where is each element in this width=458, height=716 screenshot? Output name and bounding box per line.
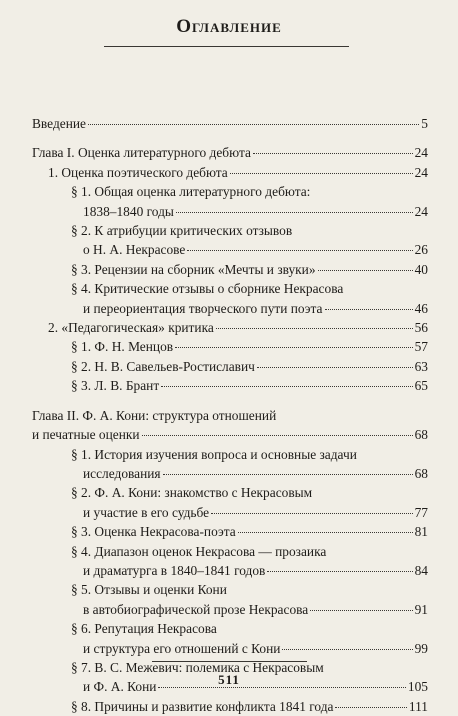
toc-entry-line: § 6. Репутация Некрасова — [71, 621, 217, 637]
page-ref: 84 — [414, 562, 428, 578]
page-ref: 63 — [414, 358, 428, 374]
toc-entry-line: § 2. Ф. А. Кони: знакомство с Некрасовым — [71, 485, 313, 501]
page-ref: 24 — [414, 203, 428, 219]
page-ref: 68 — [414, 465, 428, 481]
page-ref: 46 — [414, 300, 428, 316]
page-ref: 111 — [408, 698, 428, 714]
toc-entry[interactable]: исследования 68 — [32, 464, 428, 483]
toc-entry-line: § 4. Диапазон оценок Некрасова — прозаика — [71, 543, 327, 559]
toc-entry[interactable]: Глава I. Оценка литературного дебюта 24 — [32, 143, 428, 162]
toc-entry[interactable]: § 3. Рецензии на сборник «Мечты и звуки» 40 — [32, 260, 428, 279]
page-ref: 57 — [414, 339, 428, 355]
toc-entry[interactable]: и драматурга в 1840–1841 годов 84 — [32, 561, 428, 580]
toc-entry-line: Глава II. Ф. А. Кони: структура отношений — [32, 407, 277, 423]
toc-entry[interactable]: § 8. Причины и развитие конфликта 1841 года 111 — [32, 697, 428, 716]
toc-entry-line: § 2. К атрибуции критических отзывов — [71, 223, 293, 239]
toc-entry[interactable]: и структура его отношений с Кони 99 — [32, 639, 428, 658]
toc-entry-line: § 5. Отзывы и оценки Кони — [71, 582, 227, 598]
page-ref: 26 — [414, 242, 428, 258]
page-number: 511 — [218, 672, 240, 687]
page-ref: 56 — [414, 320, 428, 336]
toc-entry[interactable]: § 3. Оценка Некрасова-поэта 81 — [32, 522, 428, 541]
toc-entry[interactable]: Введение 5 — [32, 114, 428, 133]
page-ref: 5 — [421, 116, 428, 131]
page-ref: 65 — [414, 378, 428, 394]
page-ref: 77 — [414, 504, 428, 520]
page-ref: 81 — [414, 524, 428, 540]
toc-entry[interactable]: 1838–1840 годы 24 — [32, 202, 428, 221]
toc-entry-line: § 4. Критические отзывы о сборнике Некрасова — [71, 281, 344, 297]
page-ref: 24 — [414, 164, 428, 180]
toc-entry[interactable]: о Н. А. Некрасове 26 — [32, 240, 428, 259]
toc-entry[interactable]: § 3. Л. В. Брант 65 — [32, 376, 428, 395]
footer-rule — [152, 661, 307, 662]
toc-entry-line: § 1. История изучения вопроса и основные задачи — [71, 446, 357, 462]
page-ref: 24 — [414, 145, 428, 161]
toc-entry[interactable]: 1. Оценка поэтического дебюта 24 — [32, 163, 428, 182]
toc-entry[interactable]: 2. «Педагогическая» критика 56 — [32, 318, 428, 337]
toc-entry[interactable]: и Ф. А. Кони 105 — [32, 677, 428, 696]
page-ref: 40 — [414, 261, 428, 277]
title-rule — [104, 46, 349, 47]
page-ref: 91 — [414, 601, 428, 617]
toc-entry-line: § 7. В. С. Межевич: полемика с Некрасовым — [71, 659, 324, 675]
toc-entry[interactable]: и переориентация творческого пути поэта 46 — [32, 299, 428, 318]
page-ref: 68 — [414, 427, 428, 443]
table-of-contents — [32, 114, 428, 716]
toc-entry[interactable]: в автобиографической прозе Некрасова 91 — [32, 600, 428, 619]
toc-entry[interactable]: и печатные оценки 68 — [32, 425, 428, 444]
page-ref: 99 — [414, 640, 428, 656]
page-title: Оглавление — [176, 16, 282, 37]
toc-entry[interactable]: и участие в его судьбе 77 — [32, 503, 428, 522]
toc-entry[interactable]: § 1. Ф. Н. Менцов 57 — [32, 337, 428, 356]
toc-entry-line: § 1. Общая оценка литературного дебюта: — [71, 184, 311, 200]
toc-entry[interactable]: § 2. Н. В. Савельев-Ростиславич 63 — [32, 357, 428, 376]
page-ref: 105 — [407, 679, 428, 695]
